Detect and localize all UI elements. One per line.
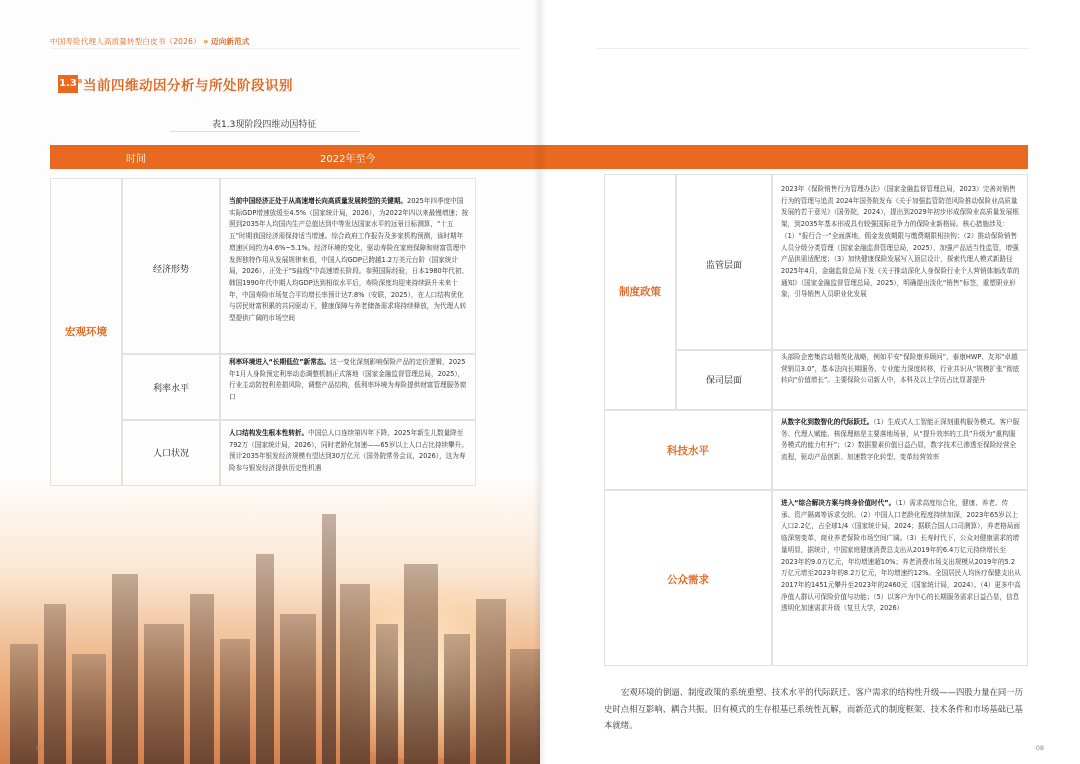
section-number-badge: 1.3 [58, 75, 78, 93]
running-separator: » [203, 37, 209, 46]
section-badge-accent [78, 79, 82, 83]
col-header-period: 2022年至今 [320, 154, 376, 165]
header-rule-right [596, 48, 1030, 49]
insurer-label: 保司层面 [705, 376, 742, 386]
demand-label: 公众需求 [667, 574, 709, 586]
closing-paragraph: 宏观环境的倒逼、制度政策的系统重塑、技术水平的代际跃迁、客户需求的结构性升级——四股力量在同一历史时点相互影响、耦合共振。旧有模式的生存根基已系统性瓦解，而新范式的制度框架、技术条件和市场基础已基本就绪。 [604, 687, 1023, 730]
population-body: 中国总人口连续第四年下降，2025年新生儿数量降至792万（国家统计局，2026），同时老龄化加速——65岁以上人口占比持续攀升。预计2035年银发经济规模有望达到30万亿元（国务院常务会议，2026），这为寿险参与银发经济提供历史性机遇 [229, 429, 468, 473]
policy-label: 制度政策 [619, 286, 661, 298]
tech-lead: 从数字化到数智化的代际跃迁。 [781, 418, 874, 426]
tech-label: 科技水平 [667, 445, 709, 457]
population-text [229, 428, 469, 475]
rate-lead: 利率环境进入“长期低位”新常态。 [229, 358, 330, 366]
demand-body: （1）需求高度综合化，健康、养老、传承、资产隔离等诉求交织。（2）中国人口老龄化程度持续加深，2023年65岁以上人口2.2亿，占全球1/4（国家统计局，2024；据联合国人口司测算），养老格局面临深刻变革，商业养老保险市场空间广阔。（3）长寿时代下，公众对健康需求的增量明显，据统计，中国家庭健康消费总支出从2019年的6.4万亿元持续增长至2023年的9.0万亿元，年均增速超10%；养老消费市场支出规模从2019年的5.2万亿元增至2023年的8.2万亿元，年均增速约12%。全国居民人均医疗保健支出从2017年的1451元攀升至2023年的2460元（国家统计局，2024）。（4）更多中高净值人群认可保险价值与功能；（5）以客户为中心的长期服务需求日益凸显，信息透明化加速需求升级（复旦大学，2026） [781, 499, 1021, 613]
tech-body: （1）生成式人工智能正深刻重构服务模式。客户服务、代理人赋能、核保理赔是主要落地场景，从“提升效率的工具”升级为“重构服务模式的能力杠杆”；（2）数据要素价值日益凸显，数字技术已渗透至保险经营全流程，驱动产品创新、加速数字化转型、变革经营效率 [781, 418, 1020, 462]
header-rule [50, 48, 520, 49]
demand-text [781, 498, 1021, 615]
economy-label: 经济形势 [152, 265, 189, 275]
tech-text [781, 417, 1021, 464]
running-header [50, 36, 250, 47]
running-title: 中国寿险代理人高质量转型白皮书（2026） [50, 37, 201, 46]
caption-rule [170, 131, 360, 132]
macro-label: 宏观环境 [65, 326, 107, 338]
city-skyline-image [0, 470, 540, 764]
rate-label: 利率水平 [152, 384, 189, 394]
book-gutter [533, 0, 547, 764]
page-number-left: 07 [36, 744, 45, 752]
economy-lead: 当前中国经济正处于从高速增长向高质量发展转型的关键期。 [229, 197, 408, 205]
running-section: 迈向新范式 [211, 37, 250, 46]
page-number-right: 08 [1035, 744, 1044, 752]
insurer-text: 头部险企密集启动精英化战略，例如平安“保险康养顾问”，泰康HWP、友邦“卓越营销员3.0”，基本法向长期服务、专业能力深度转移，行业共识从“规模扩张”彻底转向“价值增长”。主要保险公司新人中，本科及以上学历占比显著提升 [781, 353, 1020, 385]
table-caption: 表1.3现阶段四维动因特征 [212, 120, 317, 130]
regulatory-text: 2023年《保险销售行为管理办法》（国家金融监督管理总局，2023）完善对销售行为的管理与追责 2024年国务院发布《关于加强监管防范风险推动保险业高质量发展的若干意见》（国务院，2024），提出到2029年初步形成保险业高质量发展框架，到2035年基本形成具有较强国际竞争力的保险业新格局。核心措施涉及：（1）“报行合一”全面落地，佣金发放期限与缴费期限相挂钩；（2）推动保险销售人员分级分类管理（国家金融监督管理总局，2025），加强产品适当性监管，增强产品供需适配度；（3）加快健康保险发展写入顶层设计，探索代理人模式新路径 2025年4月，金融监督总局下发《关于推动深化人身保险行业个人营销体制改革的通知》（国家金融监督管理总局，2025），明确提出淡化“销售”标签，重塑职业形象，引导销售人员职业化发展 [781, 185, 1020, 299]
section-title: 当前四维动因分析与所处阶段识别 [83, 78, 293, 94]
regulatory-label: 监管层面 [705, 261, 742, 271]
table-header-band-right [540, 145, 1028, 169]
table-header-band [50, 145, 540, 169]
rate-body: 这一变化深刻影响保险产品的定价逻辑，2025年1月人身险预定利率动态调整机制正式落地（国家金融监督管理总局，2025），行业主动防控利差损风险，调整产品结构，低利率环境为寿险提供财富管理服务窗口 [229, 358, 467, 402]
col-header-time: 时间 [126, 154, 146, 165]
population-label: 人口状况 [152, 449, 189, 459]
rate-text [229, 357, 469, 404]
demand-lead: 进入“综合解决方案与终身价值时代”。 [781, 499, 896, 507]
economy-body: 2025年四季度中国实际GDP增速放缓至4.5%（国家统计局，2026），为2022年四以来最慢增速；按照到2035年人均国内生产总值达到中等发达国家水平的远景目标测算，“十五五”时期我国经济需保持适当增速。综合政府工作报告及多家机构预测，该时期年增速区间约为4.6%~5.1%。经济环境的变化，驱动寿险在家庭保障和财富管理中发挥独特作用从发展规律来看，中国人均GDP已跨越1.2万美元台阶（国家统计局，2026），正处于“S曲线”中高速增长阶段。参照国际经验，日本1980年代初、韩国1990年代中期人均GDP达到相似水平后，寿险深度均迎来持续跃升未来十年，中国寿险市场复合平均增长率预计达7.8%（安联，2025），在人口结构优化与居民财富积累的共同驱动下，健康保障与养老储备需求将持续释放，为代理人转型提供广阔的市场空间 [229, 197, 469, 323]
population-lead: 人口结构发生根本性转折。 [229, 429, 309, 437]
economy-text [229, 196, 469, 325]
